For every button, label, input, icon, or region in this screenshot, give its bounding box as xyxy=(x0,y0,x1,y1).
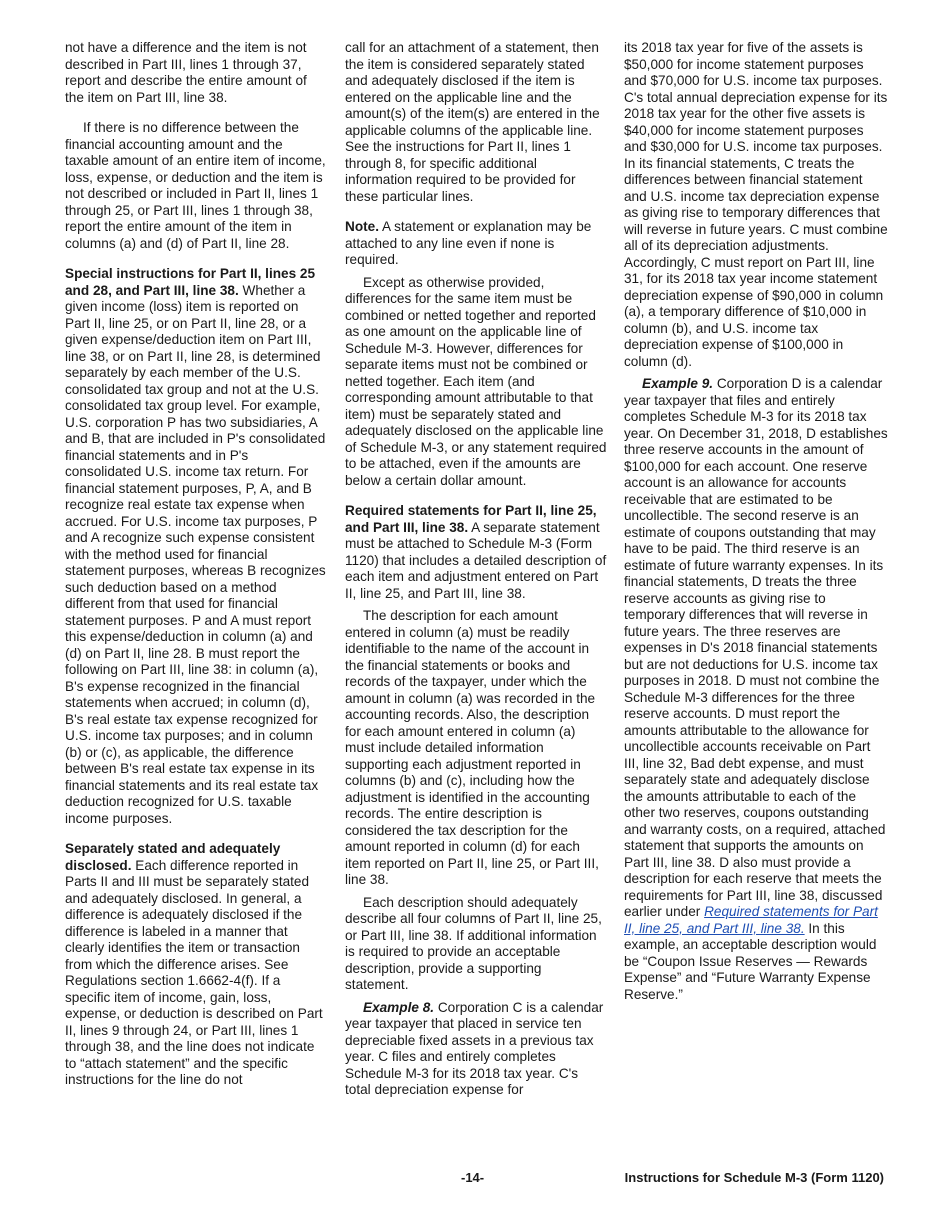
paragraph: not have a difference and the item is not described in Part III, lines 1 through 37, report and describe the entire amount of the item on Part III, line 38. xyxy=(65,40,307,105)
page-number: -14- xyxy=(461,1170,485,1185)
section-required-statements xyxy=(345,503,607,602)
section-heading: Separately stated and adequately disclosed. xyxy=(65,841,281,873)
note xyxy=(345,219,607,269)
note-text: A statement or explanation may be attached to any line even if none is required. xyxy=(345,219,592,267)
section-special-instructions xyxy=(65,266,327,827)
paragraph: its 2018 tax year for five of the assets is $50,000 for income statement purposes and $70,000 for U.S. income tax purposes. C's total annual depreciation expense for its 2018 tax year for the other five assets is $40,000 for income statement purposes and $30,000 for U.S. income tax purposes. In its financial statements, C treats the differences between financial statement and U.S. income tax depreciation expense as giving rise to temporary differences that will reverse in future years. C must combine all of its depreciation adjustments. Accordingly, C must report on Part III, line 31, for its 2018 tax year income statement depreciation expense of $90,000 in column (a), a temporary difference of $10,000 in column (b), and U.S. income tax depreciation expense of $100,000 in column (d). xyxy=(624,40,888,369)
column-3 xyxy=(624,40,888,1009)
column-2 xyxy=(345,40,607,1105)
section-heading: Special instructions for Part II, lines 25 and 28, and Part III, line 38. xyxy=(65,266,316,298)
section-heading: Required statements for Part II, line 25, and Part III, line 38. xyxy=(345,503,597,535)
example-8 xyxy=(345,1000,607,1099)
paragraph: A separate statement must be attached to Schedule M-3 (Form 1120) that includes a detailed description of each item and adjustment entered on Part II, line 25, and Part III, line 38. xyxy=(345,519,607,601)
example-text: Corporation D is a calendar year taxpayer that files and entirely completes Schedule M-3 for its 2018 tax year. On December 31, 2018, D establishes three reserve accounts in the amount of $100,000 for each account. One reserve account is an allowance for accounts receivable that are estimated to be uncollectible. The second reserve is an estimate of coupons outstanding that may have to be paid. The third reserve is an estimate of future warranty expenses. In its financial statements, D treats the three reserve accounts as giving rise to temporary differences that will reverse in future years. The three reserves are expenses in D's 2018 financial statements but are not deductions for U.S. income tax purposes in 2018. D must not combine the Schedule M-3 differences for the three reserve accounts. D must report the amounts attributable to the allowance for uncollectible accounts receivable on Part III, line 32, Bad debt expense, and must separately state and adequately disclose the amounts attributable to each of the other two reserves, coupons outstanding and warranty costs, on a required, attached statement that supports the amounts on Part III, line 38. D also must provide a description for each reserve that meets the requirements for Part III, line 38, discussed earlier under xyxy=(624,376,888,919)
column-1 xyxy=(65,40,327,1095)
paragraph: call for an attachment of a statement, then the item is considered separately stated and adequately disclosed if the item is entered on the applicable line and the amount(s) of the item(s) are entered in the applicable columns of the applicable line. See the instructions for Part II, lines 1 through 8, for specific additional information required to be provided for these particular lines. xyxy=(345,40,600,204)
required-statements-link[interactable]: Required statements for Part II, line 25, and Part III, line 38. xyxy=(624,904,878,936)
paragraph: If there is no difference between the financial accounting amount and the taxable amount of an entire item of income, loss, expense, or deduction and the item is not described or included in Part II, lines 1 through 25, or Part III, lines 1 through 38, report the entire amount of the item in columns (a) and (d) of Part II, line 28. xyxy=(65,120,326,251)
note-label: Note. xyxy=(345,219,379,234)
footer-title: Instructions for Schedule M-3 (Form 1120) xyxy=(624,1170,884,1185)
paragraph: The description for each amount entered in column (a) must be readily identifiable to the name of the account in the financial statements or books and records of the taxpayer, under which the amount in column (a) was recorded in the accounting records. Also, the description for each amount entered in column (a) must include detailed information supporting each adjustment reported in columns (b) and (c), including how the adjustment is identified in the accounting records. The entire description is considered the tax description for the amount reported in column (d) for each item reported on Part II, line 25, or Part III, line 38. xyxy=(345,608,599,887)
paragraph: Each description should adequately describe all four columns of Part II, line 25, or Part III, line 38. If additional information is required to provide an acceptable description, provide a supporting statement. xyxy=(345,894,602,992)
example-9 xyxy=(624,376,888,1003)
example-text: Corporation C is a calendar year taxpayer that placed in service ten depreciable fixed assets in a previous tax year. C files and entirely completes Schedule M-3 for its 2018 tax year. C's total depreciation expense for xyxy=(345,999,604,1097)
section-separately-stated xyxy=(65,841,327,1089)
paragraph: Whether a given income (loss) item is reported on Part II, line 25, or on Part II, line 28, or a given expense/deduction item on Part III, line 38, or on Part II, line 28, is determined separately by each member of the U.S. consolidated tax group and not at the U.S. consolidated tax group level. For example, U.S. corporation P has two subsidiaries, A and B, that are included in P's consolidated financial statements and in P's consolidated U.S. income tax return. For financial statement purposes, P, A, and B recognize real estate tax expense when accrued. For U.S. income tax purposes, P and A recognize such expense consistent with the method used for financial statement purposes, whereas B recognizes such deduction based on a method different from that used for financial statement purposes. P and A must report this expense/deduction in column (a) and (d) on Part II, line 28. B must report the following on Part III, line 38: in column (a), B's expense recognized in the financial statements when accrued; in column (d), B's real estate tax expense recognized for U.S. income tax purposes; and in column (b) or (c), as applicable, the difference between B's real estate tax expense in its financial statements and its real estate tax deduction recognized for U.S. taxable income purposes. xyxy=(65,282,326,826)
example-label: Example 8. xyxy=(363,999,435,1015)
example-label: Example 9. xyxy=(642,376,714,391)
example-text-tail: In this example, an acceptable description would be “Coupon Issue Reserves — Rewards Expense” and “Future Warranty Expense Reserve.” xyxy=(624,920,877,1002)
paragraph: Each difference reported in Parts II and III must be separately stated and adequately disclosed. In general, a difference is adequately disclosed if the difference is labeled in a manner that clearly identifies the item or transaction from which the difference arises. See Regulations section 1.6662-4(f). If a specific item of income, gain, loss, expense, or deduction is described on Part II, lines 9 through 24, or Part III, lines 1 through 38, and the line does not indicate to “attach statement” and the specific instructions for the line do not xyxy=(65,857,323,1087)
paragraph: Except as otherwise provided, differences for the same item must be combined or netted together and reported as one amount on the applicable line of Schedule M-3. However, differences for separate items must not be combined or netted together. Each item (and corresponding amount attributable to that item) must be separately stated and adequately disclosed on the applicable line of Schedule M-3, or any statement required to be attached, even if the amounts are below a certain dollar amount. xyxy=(345,274,607,488)
